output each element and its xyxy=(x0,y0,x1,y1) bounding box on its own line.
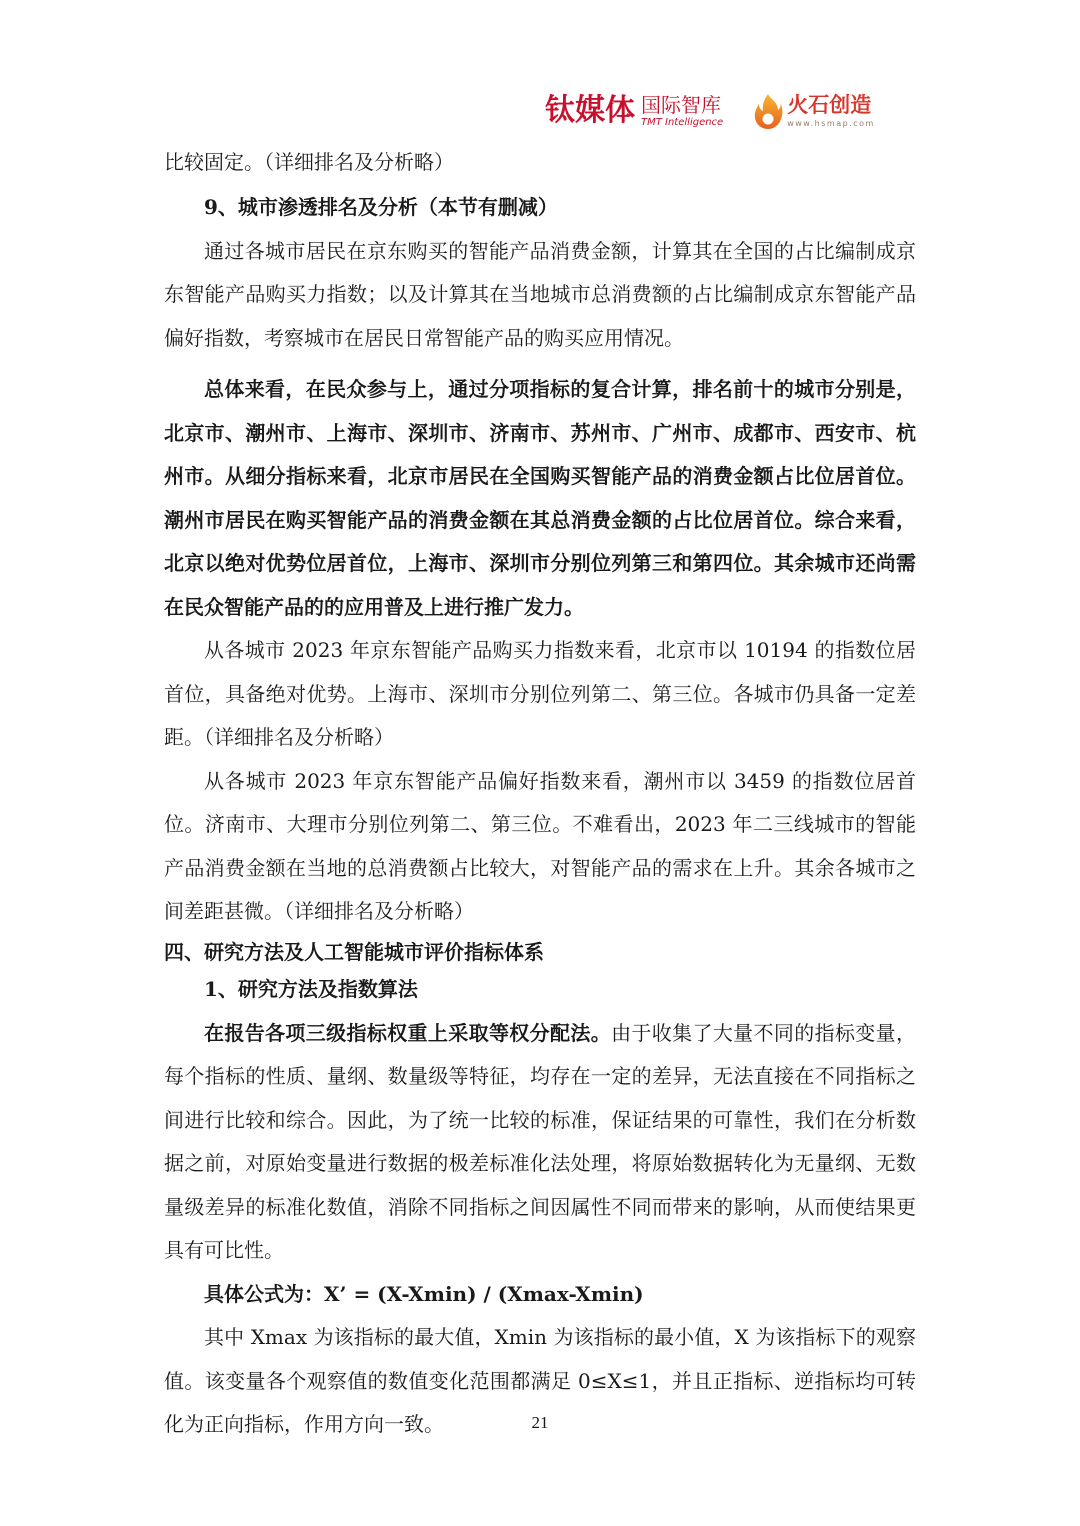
paragraph-top-ten-summary: 总体来看，在民众参与上，通过分项指标的复合计算，排名前十的城市分别是，北京市、潮州市、上海市、深圳市、济南市、苏州市、广州市、成都市、西安市、杭州市。从细分指标来看，北京市居民在全国购买智能产品的消费金额占比位居首位。潮州市居民在购买智能产品的消费金额在其总消费金额的占比位居首位。综合来看，北京以绝对优势位居首位，上海市、深圳市分别位列第三和第四位。其余城市还尚需在民众智能产品的的应用普及上进行推广发力。 xyxy=(164,377,916,619)
page-number: 21 xyxy=(531,1413,549,1432)
section-heading-9: 9、城市渗透排名及分析（本节有删减） xyxy=(204,194,558,219)
page-header xyxy=(545,86,905,136)
hsmap-logo-text xyxy=(787,92,875,128)
paragraph-method: 通过各城市居民在京东购买的智能产品消费金额，计算其在全国的占比编制成京东智能产品购买力指数；以及计算其在当地城市总消费额的占比编制成京东智能产品偏好指数，考察城市在居民日常智能产品的购买应用情况。 xyxy=(164,238,916,350)
weighting-rest: 由于收集了大量不同的指标变量，每个指标的性质、量纲、数量级等特征，均存在一定的差异，无法直接在不同指标之间进行比较和综合。因此，为了统一比较的标准，保证结果的可靠性，我们在分析数据之前，对原始变量进行数据的极差标准化法处理，将原始数据转化为无量纲、无数量级差异的标准化数值，消除不同指标之间因属性不同而带来的影响，从而使结果更具有可比性。 xyxy=(164,1020,917,1262)
hsmap-logo-name: 火石创造 xyxy=(787,92,872,117)
paragraph-preference-index: 从各城市 2023 年京东智能产品偏好指数来看，潮州市以 3459 的指数位居首位。济南市、大理市分别位列第二、第三位。不难看出，2023 年二三线城市的智能产品消费金额在当地的总消费额占比较大，对智能产品的需求在上升。其余各城市之间差距甚微。（详细排名及分析略） xyxy=(164,768,916,923)
flame-icon xyxy=(753,92,783,130)
tmt-logo-sub-en: TMT Intelligence xyxy=(641,116,724,128)
paragraph-continued: 比较固定。（详细排名及分析略） xyxy=(164,150,454,174)
document-body xyxy=(164,141,916,1447)
section-heading-4-1: 1、研究方法及指数算法 xyxy=(204,976,418,1001)
paragraph-purchasing-power: 从各城市 2023 年京东智能产品购买力指数来看，北京市以 10194 的指数位居首位，具备绝对优势。上海市、深圳市分别位列第二、第三位。各城市仍具备一定差距。（详细排名及分析略） xyxy=(164,638,916,749)
tmt-intelligence-logo xyxy=(545,92,724,128)
paragraph-weighting xyxy=(164,1012,916,1273)
chapter-heading-4: 四、研究方法及人工智能城市评价指标体系 xyxy=(164,939,544,964)
tmt-logo-sub-cn: 国际智库 xyxy=(641,92,721,117)
hsmap-logo-url: www.hsmap.com xyxy=(787,118,875,128)
paragraph-formula-explanation: 其中 Xmax 为该指标的最大值，Xmin 为该指标的最小值，X 为该指标下的观察值。该变量各个观察值的数值变化范围都满足 0≤X≤1，并且正指标、逆指标均可转化为正向指标，作用方向一致。 xyxy=(164,1325,916,1436)
weighting-lead: 在报告各项三级指标权重上采取等权分配法。 xyxy=(204,1020,612,1045)
hsmap-logo xyxy=(753,92,875,130)
tmt-logo-sub xyxy=(641,92,724,128)
formula: 具体公式为：X’ = (X-Xmin) / (Xmax-Xmin) xyxy=(204,1281,644,1306)
tmt-logo-main: 钛媒体 xyxy=(545,93,635,128)
